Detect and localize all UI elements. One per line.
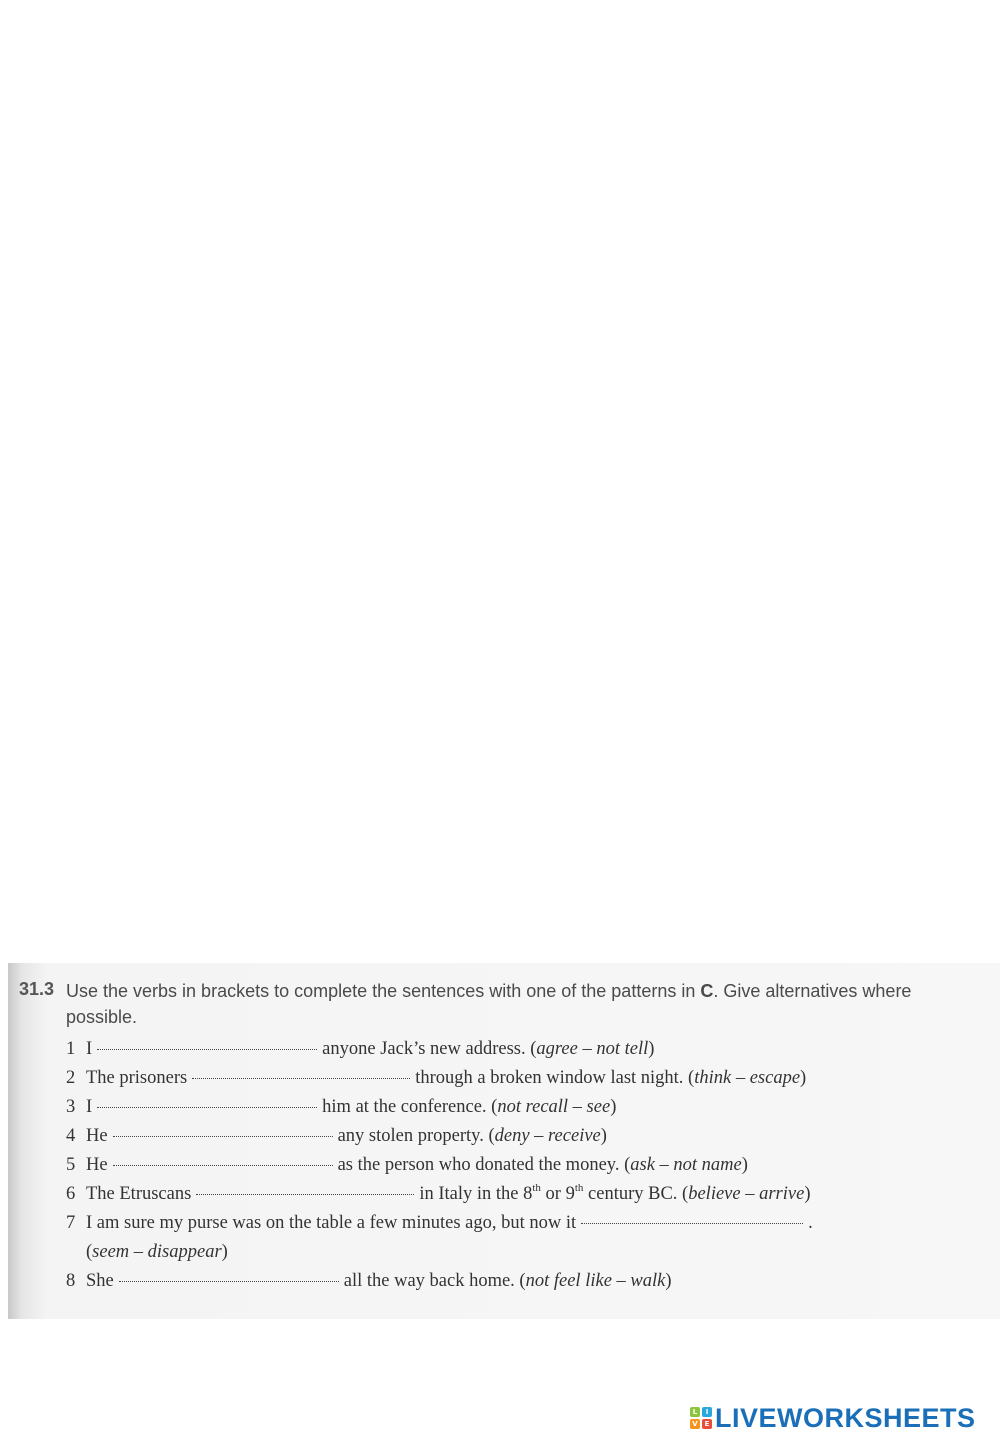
- answer-blank-7[interactable]: [581, 1222, 803, 1224]
- sentence-7: 7 I am sure my purse was on the table a few minutes ago, but now it .: [66, 1213, 813, 1233]
- answer-blank-8[interactable]: [119, 1280, 339, 1282]
- logo-blocks-icon: L I V E: [690, 1407, 712, 1429]
- answer-blank-2[interactable]: [192, 1077, 410, 1079]
- sentence-2: 2 The prisoners through a broken window last night. (think – escape): [66, 1068, 807, 1088]
- sentence-4: 4 He any stolen property. (deny – receive): [66, 1126, 607, 1146]
- sentence-5: 5 He as the person who donated the money. (ask – not name): [66, 1155, 748, 1175]
- logo-text: LIVEWORKSHEETS: [715, 1402, 976, 1433]
- answer-blank-4[interactable]: [113, 1135, 333, 1137]
- sentence-8: 8 She all the way back home. (not feel like – walk): [66, 1271, 672, 1291]
- answer-blank-5[interactable]: [113, 1164, 333, 1166]
- exercise-box: [8, 963, 1000, 1319]
- sentence-6: 6 The Etruscans in Italy in the 8th or 9th century BC. (believe – arrive): [66, 1182, 811, 1204]
- answer-blank-6[interactable]: [196, 1193, 414, 1195]
- exercise-number: 31.3: [19, 979, 55, 999]
- sentence-1: 1 I anyone Jack’s new address. (agree – not tell): [66, 1039, 655, 1059]
- liveworksheets-logo: [690, 1402, 976, 1434]
- sentence-3: 3 I him at the conference. (not recall – see): [66, 1097, 617, 1117]
- exercise-instruction: Use the verbs in brackets to complete the sentences with one of the patterns in C. Give alternatives where possible.: [66, 981, 912, 1027]
- sentence-7-hint: (seem – disappear): [86, 1242, 228, 1262]
- answer-blank-3[interactable]: [97, 1106, 317, 1108]
- answer-blank-1[interactable]: [97, 1048, 317, 1050]
